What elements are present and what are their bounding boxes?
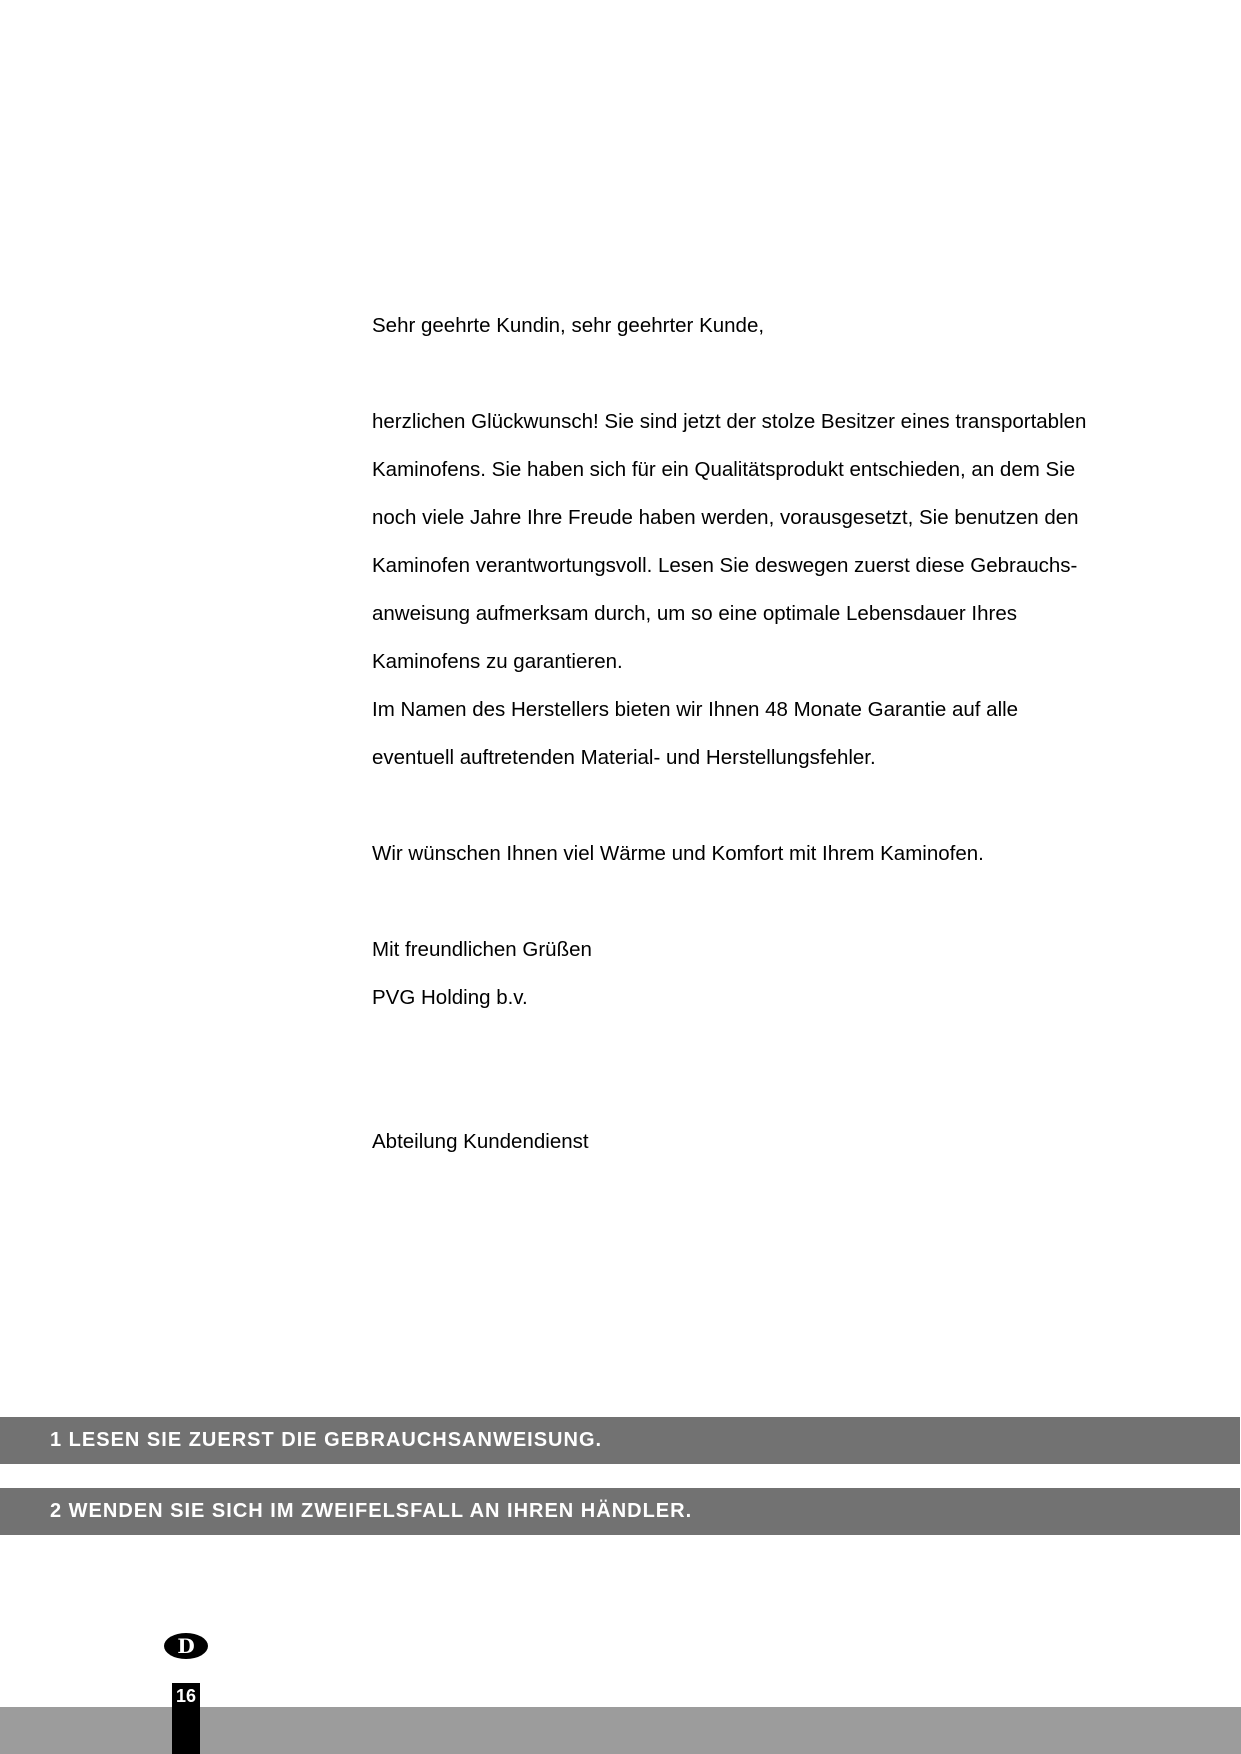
- letter-body: [372, 302, 1132, 1166]
- body-line: Kaminofen verantwortungsvoll. Lesen Sie deswegen zuerst diese Gebrauchs-: [372, 554, 1078, 577]
- body-line: Kaminofens. Sie haben sich für ein Qualitätsprodukt entschieden, an dem Sie: [372, 458, 1076, 481]
- wish-line: Wir wünschen Ihnen viel Wärme und Komfort mit Ihrem Kaminofen.: [372, 842, 984, 865]
- instruction-band-2: [0, 1488, 1240, 1535]
- page-number: 16: [175, 1686, 197, 1706]
- language-badge: [164, 1633, 208, 1659]
- instruction-text-1: 1 LESEN SIE ZUERST DIE GEBRAUCHSANWEISUNG.: [50, 1429, 603, 1451]
- body-line: herzlichen Glückwunsch! Sie sind jetzt der stolze Besitzer eines transportablen: [372, 410, 1087, 433]
- department-name: Abteilung Kundendienst: [372, 1130, 589, 1153]
- body-line: noch viele Jahre Ihre Freude haben werden, vorausgesetzt, Sie benutzen den: [372, 506, 1079, 529]
- body-line: anweisung aufmerksam durch, um so eine optimale Lebensdauer Ihres: [372, 602, 1017, 625]
- instruction-text-2: 2 WENDEN SIE SICH IM ZWEIFELSFALL AN IHREN HÄNDLER.: [50, 1500, 693, 1522]
- body-line: eventuell auftretenden Material- und Herstellungsfehler.: [372, 746, 876, 769]
- instruction-band-1: [0, 1417, 1240, 1464]
- body-line: Kaminofens zu garantieren.: [372, 650, 623, 673]
- salutation: Sehr geehrte Kundin, sehr geehrter Kunde,: [372, 314, 765, 337]
- body-line: Im Namen des Herstellers bieten wir Ihnen 48 Monate Garantie auf alle: [372, 698, 1019, 721]
- language-badge-label: D: [177, 1634, 195, 1658]
- company-name: PVG Holding b.v.: [372, 986, 528, 1009]
- closing-line: Mit freundlichen Grüßen: [372, 938, 592, 961]
- page-number-tab: [172, 1683, 200, 1754]
